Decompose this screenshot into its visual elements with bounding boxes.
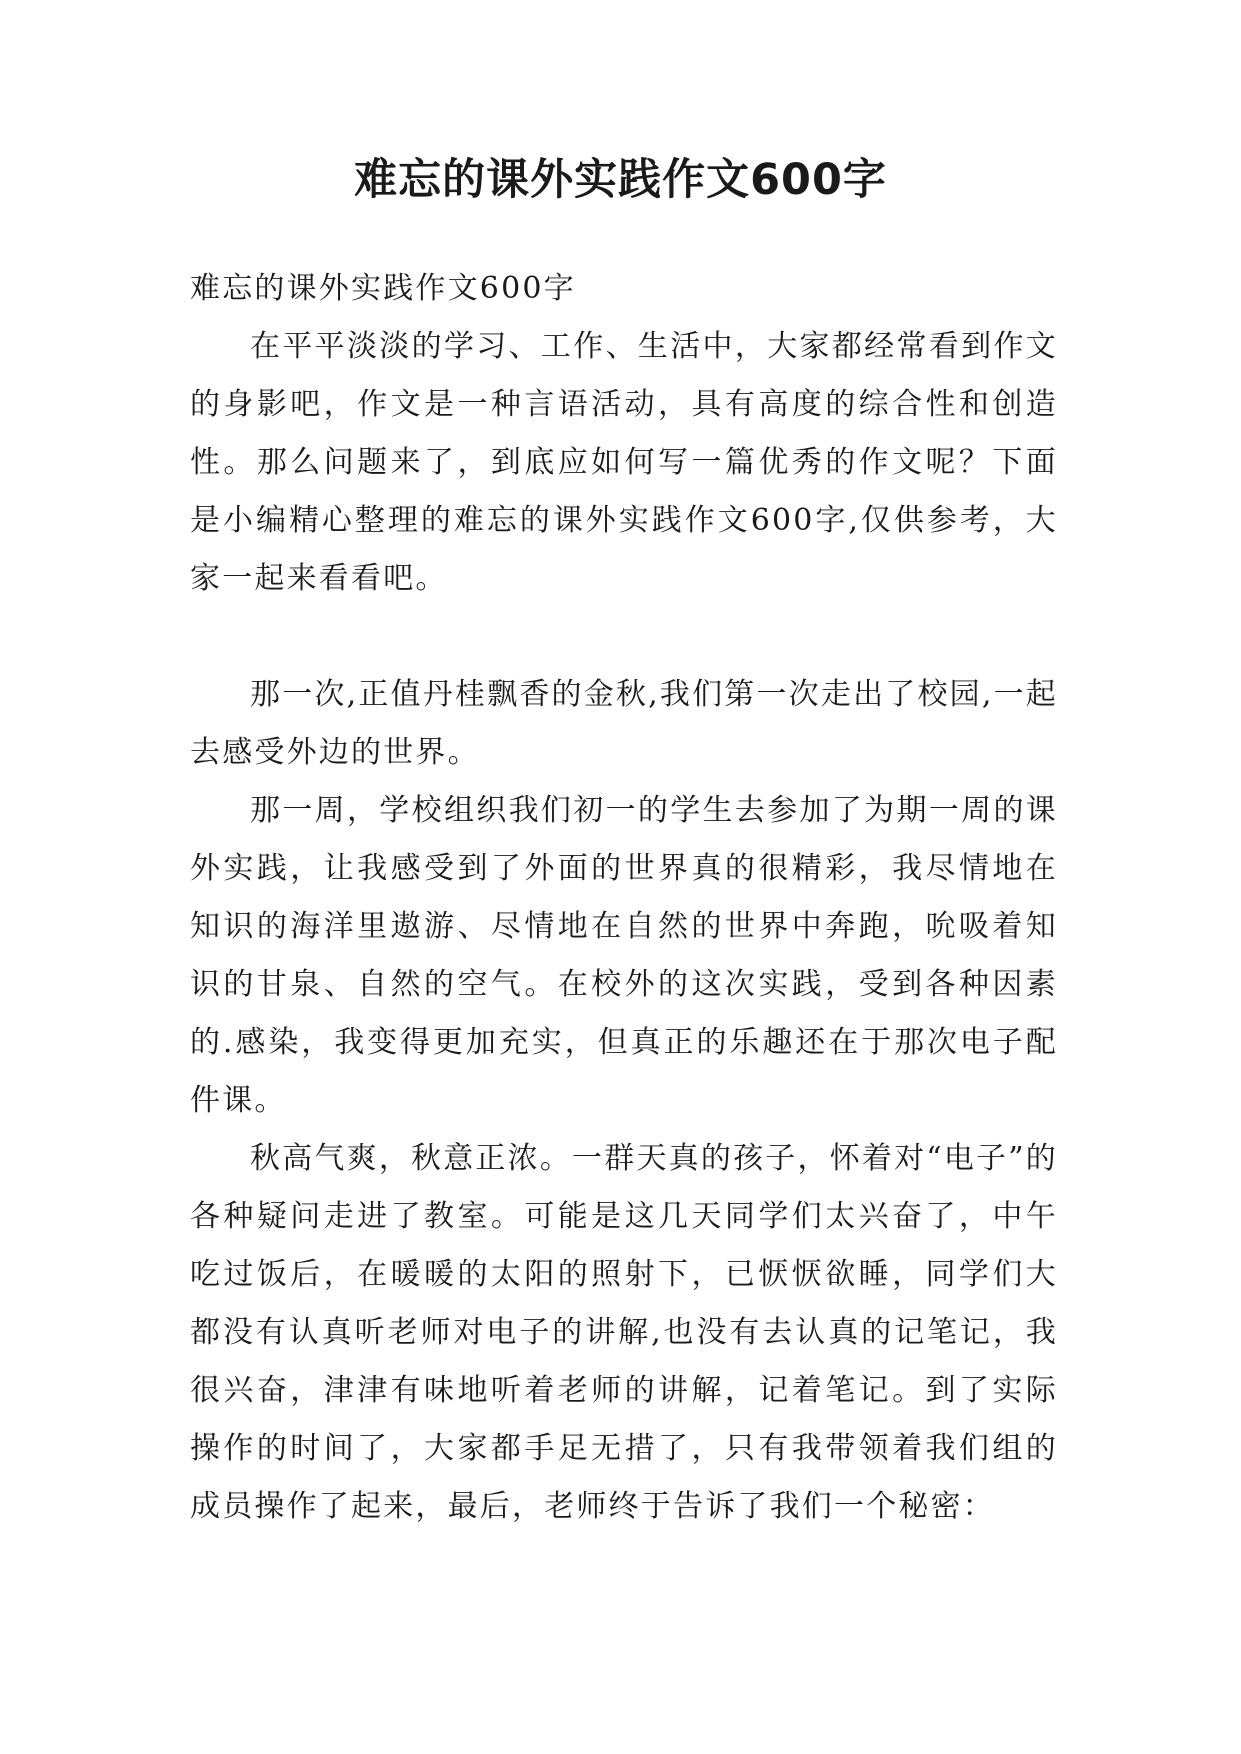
paragraph: 那一周，学校组织我们初一的学生去参加了为期一周的课外实践，让我感受到了外面的世界真的很精彩，我尽情地在知识的海洋里遨游、尽情地在自然的世界中奔跑，吮吸着知识的甘泉、自然的空气。在校外的这次实践，受到各种因素的.感染，我变得更加充实，但真正的乐趣还在于那次电子配件课。 — [190, 793, 1058, 1118]
paragraph-gap — [190, 608, 1058, 666]
document-body — [190, 260, 1058, 1536]
paragraph-intro: 在平平淡淡的学习、工作、生活中，大家都经常看到作文的身影吧，作文是一种言语活动，具有高度的综合性和创造性。那么问题来了，到底应如何写一篇优秀的作文呢？下面是小编精心整理的难忘的课外实践作文600字,仅供参考，大家一起来看看吧。 — [190, 329, 1058, 596]
paragraph: 秋高气爽，秋意正浓。一群天真的孩子，怀着对“电子”的各种疑问走进了教室。可能是这几天同学们太兴奋了，中午吃过饭后，在暖暖的太阳的照射下，已恹恹欲睡，同学们大都没有认真听老师对电子的讲解,也没有去认真的记笔记，我很兴奋，津津有味地听着老师的讲解，记着笔记。到了实际操作的时间了，大家都手足无措了，只有我带领着我们组的成员操作了起来，最后，老师终于告诉了我们一个秘密： — [190, 1141, 1058, 1524]
document-title: 难忘的课外实践作文600字 — [354, 155, 887, 205]
paragraph: 那一次,正值丹桂飘香的金秋,我们第一次走出了校园,一起去感受外边的世界。 — [190, 677, 1059, 770]
document-subtitle: 难忘的课外实践作文600字 — [190, 271, 576, 306]
